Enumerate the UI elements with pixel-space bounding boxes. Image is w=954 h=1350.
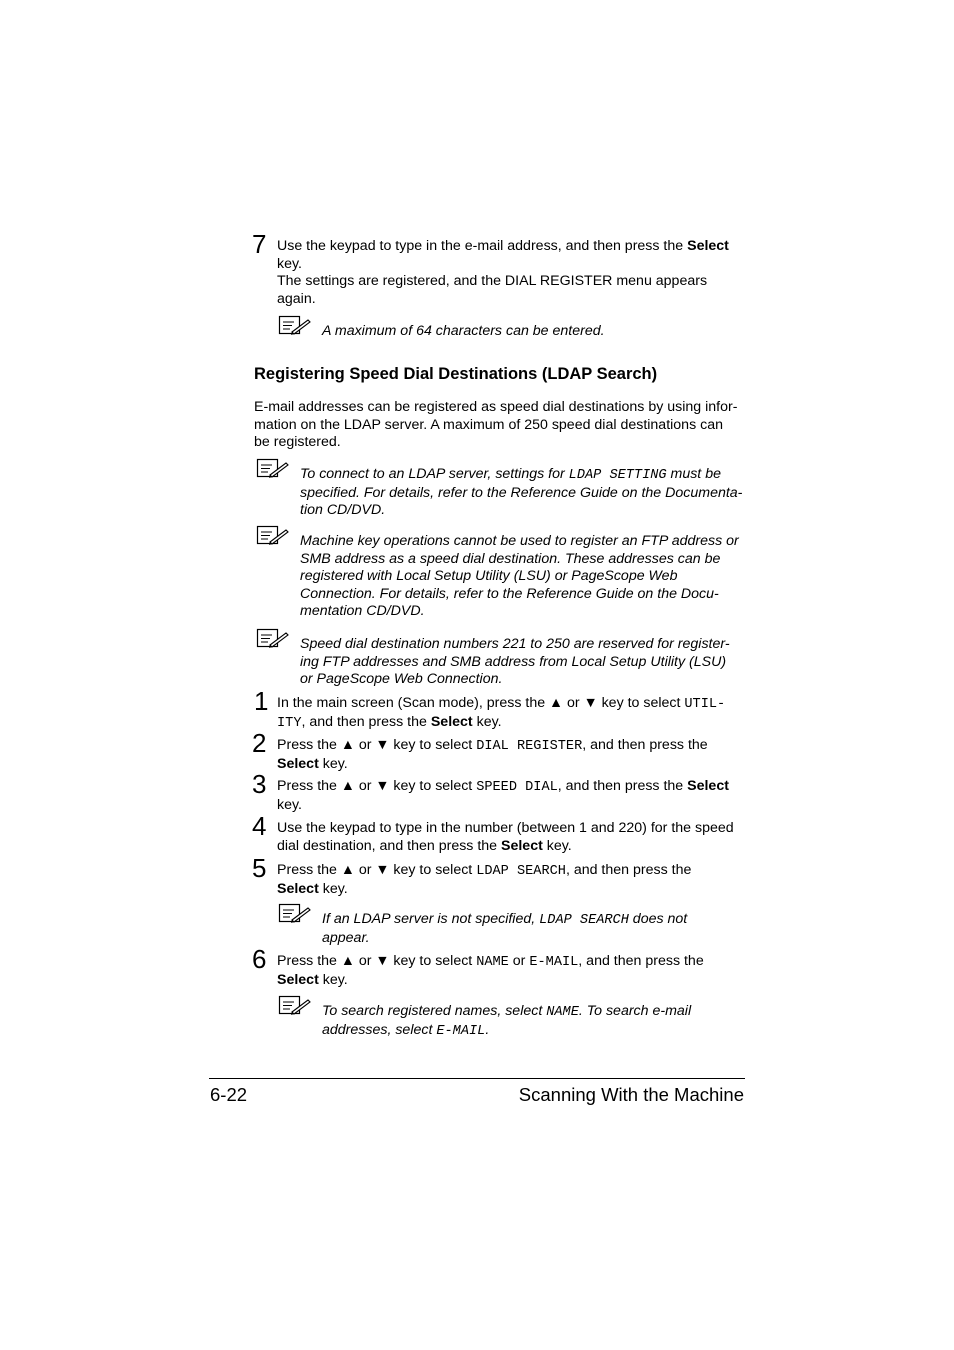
note-reserved-numbers: Speed dial destination numbers 221 to 250 are reserved for register- ing FTP addresses and SMB address from Local Setup Utility (LSU) or PageScope Web Connection. [300, 636, 730, 688]
step-5-text: Press the ▲ or ▼ key to select LDAP SEARCH, and then press the Select key. [277, 862, 692, 897]
note-ldap-search: If an LDAP server is not specified, LDAP SEARCH does not appear. [322, 911, 688, 946]
step-7-text: Use the keypad to type in the e-mail address, and then press the Select key. The settings are registered, and the DIAL REGISTER menu appears again. [277, 238, 729, 307]
note-icon [256, 458, 290, 480]
step-number: 6 [252, 944, 267, 974]
intro-paragraph: E-mail addresses can be registered as speed dial destinations by using infor- mation on the LDAP server. A maximum of 250 speed dial destinations can be registered. [254, 399, 738, 451]
chapter-title: Scanning With the Machine [518, 1084, 744, 1105]
note-ldap-setting: To connect to an LDAP server, settings for LDAP SETTING must be specified. For details, refer to the Reference Guide on the Documenta- tion CD/DVD. [300, 466, 743, 519]
footer-rule [209, 1078, 745, 1079]
step-2-text: Press the ▲ or ▼ key to select DIAL REGISTER, and then press the Select key. [277, 737, 708, 772]
step-3-text: Press the ▲ or ▼ key to select SPEED DIAL, and then press the Select key. [277, 778, 729, 813]
step-number: 5 [252, 853, 267, 883]
note-ftp-smb: Machine key operations cannot be used to register an FTP address or SMB address as a speed dial destination. These addresses can be registered with Local Setup Utility (LSU) or PageScope Web Connection. For details, refer to the Reference Guide on the Docu- mentation CD/DVD. [300, 533, 739, 620]
step-4-text: Use the keypad to type in the number (between 1 and 220) for the speed dial destination, and then press the Select key. [277, 820, 734, 854]
step-number: 2 [252, 728, 267, 758]
step-number: 3 [252, 769, 267, 799]
step-number: 1 [254, 686, 269, 716]
note-icon [278, 903, 312, 925]
note-icon [278, 995, 312, 1017]
note-text: A maximum of 64 characters can be entered. [322, 323, 605, 339]
step-number: 4 [252, 811, 267, 841]
section-heading: Registering Speed Dial Destinations (LDAP Search) [254, 365, 658, 383]
note-icon [256, 628, 290, 650]
step-6-text: Press the ▲ or ▼ key to select NAME or E-MAIL, and then press the Select key. [277, 953, 704, 988]
page-number: 6-22 [210, 1084, 248, 1105]
note-icon [278, 315, 312, 337]
step-1-text: In the main screen (Scan mode), press the ▲ or ▼ key to select UTIL- ITY, and then press the Select key. [277, 695, 726, 731]
note-icon [256, 525, 290, 547]
step-number: 7 [252, 229, 267, 259]
note-name-email: To search registered names, select NAME. To search e-mail addresses, select E-MAIL. [322, 1003, 692, 1039]
